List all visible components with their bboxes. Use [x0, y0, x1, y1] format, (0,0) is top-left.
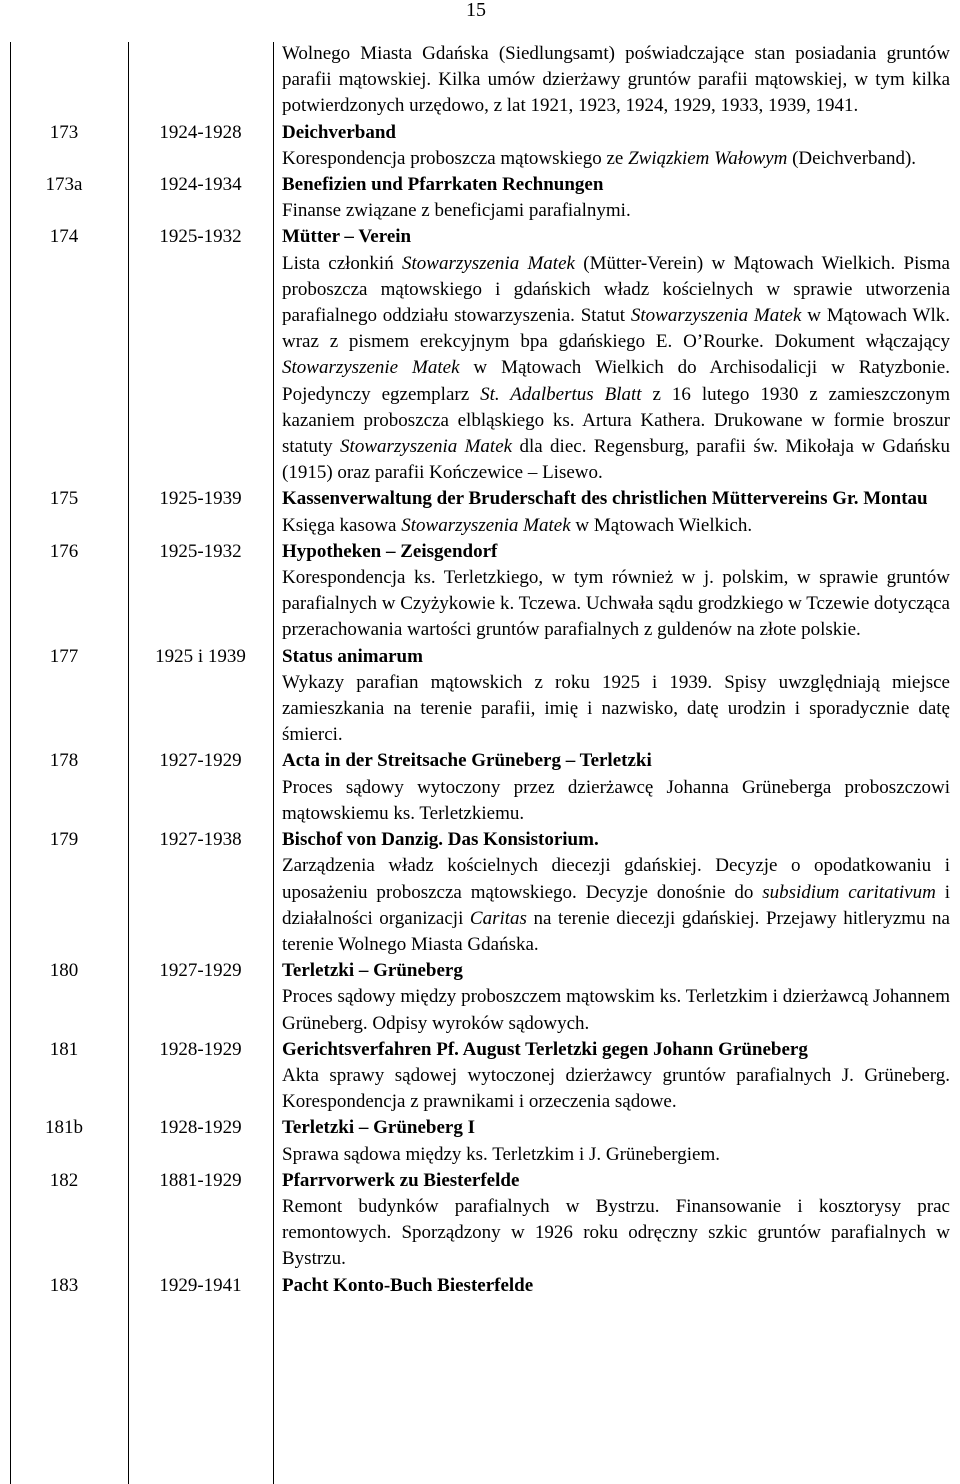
text-segment: Finanse związane z beneficjami parafialnymi.: [282, 200, 631, 222]
italic-text: Stowarzyszenia Matek: [340, 436, 513, 458]
table-row: [0, 644, 960, 749]
description-cell: [282, 644, 950, 749]
date-range-cell: 1927-1938: [159, 829, 242, 851]
text-segment: z 16 lutego 1930 z zamieszczonym kazaniem proboszcza elbląskiego ks. Artura Kathera. Drukowane w formie broszur statuty: [282, 383, 951, 458]
date-range-cell: 1881-1929: [159, 1169, 242, 1191]
record-title: Deichverband: [282, 121, 396, 143]
italic-text: Stowarzyszenia Matek: [402, 252, 575, 274]
table-row: [0, 827, 960, 958]
text-segment: (Deichverband).: [787, 147, 917, 169]
signature-cell: 174: [49, 226, 79, 248]
record-title: Terletzki – Grüneberg I: [282, 1117, 475, 1139]
date-range-cell: 1925-1932: [159, 540, 242, 562]
record-title: Pacht Konto-Buch Biesterfelde: [282, 1274, 534, 1296]
table-row: [0, 748, 960, 827]
table-row: [0, 120, 960, 172]
text-segment: Wolnego Miasta Gdańska (Siedlungsamt) poświadczające stan posiadania gruntów parafii mątowskiej. Kilka umów dzierżawy gruntów parafii mątowskiej, w tym kilka potwierdzonych urzędowo, z lat 1921, 1923, 1924, 1929, 1933, 1939, 1941.: [282, 43, 950, 117]
record-description: [282, 565, 950, 644]
record-description: [282, 251, 950, 487]
record-description: [282, 146, 950, 172]
date-range-cell: 1929-1941: [159, 1274, 242, 1296]
page-number: 15: [466, 0, 486, 21]
record-title: Gerichtsverfahren Pf. August Terletzki gegen Johann Grüneberg: [282, 1038, 808, 1060]
italic-text: St. Adalbertus Blatt: [480, 383, 642, 405]
text-segment: w Mątowach Wielkich.: [570, 514, 753, 536]
record-description: [282, 198, 950, 224]
signature-cell: 173: [49, 121, 79, 143]
italic-text: Stowarzyszenie Matek: [282, 357, 460, 379]
description-cell: [282, 224, 950, 486]
signature-cell: 177: [49, 645, 79, 667]
record-title: Terletzki – Grüneberg: [282, 960, 463, 982]
description-cell: [282, 120, 950, 172]
table-row: [0, 224, 960, 486]
signature-cell: 179: [49, 829, 79, 851]
italic-text: subsidium caritativum: [762, 881, 936, 903]
italic-text: Stowarzyszenia Matek: [401, 514, 571, 536]
record-description: [282, 1142, 950, 1168]
table-row: [0, 41, 960, 120]
table-row: [0, 172, 960, 224]
text-segment: Proces sądowy wytoczony przez dzierżawcę Johanna Grüneberga proboszczowi mątowskiemu ks. Terletzkiemu.: [282, 776, 950, 824]
record-description: [282, 1194, 950, 1273]
description-cell: [282, 486, 950, 538]
record-description: [282, 853, 950, 958]
description-cell: [282, 958, 950, 1037]
text-segment: i działalności organizacji: [282, 881, 950, 929]
date-range-cell: 1924-1934: [159, 174, 242, 196]
text-segment: Korespondencja proboszcza mątowskiego ze: [282, 147, 629, 169]
record-title: Pfarrvorwerk zu Biesterfelde: [282, 1169, 520, 1191]
date-range-cell: 1924-1928: [159, 121, 242, 143]
signature-cell: 183: [49, 1274, 79, 1296]
text-segment: Korespondencja ks. Terletzkiego, w tym również w j. polskim, w sprawie gruntów parafialnych w Czyżykowie k. Tczewa. Uchwała sądu grodzkiego w Tczewie dotycząca przerachowania wartości gruntów parafialnych z guldenów na złote polskie.: [282, 567, 950, 641]
description-cell: [282, 539, 950, 644]
date-range-cell: 1928-1929: [159, 1117, 242, 1139]
text-segment: Wykazy parafian mątowskich z roku 1925 i 1939. Spisy uwzględniają miejsce zamieszkania na terenie parafii, imię i nazwisko, datę urodzin i sporadycznie datę śmierci.: [282, 671, 950, 746]
description-cell: [282, 1168, 950, 1273]
record-title: Benefizien und Pfarrkaten Rechnungen: [282, 174, 604, 196]
table-row: [0, 539, 960, 644]
signature-cell: 178: [49, 750, 79, 772]
date-range-cell: 1925-1939: [159, 488, 242, 510]
description-cell: [282, 1115, 950, 1167]
text-segment: w Mątowach Wielkich do Archisodalicji w Ratyzbonie. Pojedynczy egzemplarz: [282, 357, 950, 405]
text-segment: na terenie diecezji gdańskiej. Przejawy hitleryzmu na terenie Wolnego Miasta Gdańska.: [282, 907, 950, 955]
table-row: [0, 1168, 960, 1273]
table-row: [0, 1273, 960, 1299]
text-segment: dla diec. Regensburg, parafii św. Mikołaja w Gdańsku (1915) oraz parafii Kończewice – Lisewo.: [282, 436, 950, 484]
text-segment: Księga kasowa: [282, 514, 402, 536]
text-segment: Remont budynków parafialnych w Bystrzu. Finansowanie i kosztorysy prac remontowych. Sporządzony w 1926 roku odręczny szkic gruntów parafialnych w Bystrzu.: [282, 1195, 950, 1270]
date-range-cell: 1925 i 1939: [155, 645, 246, 667]
record-description: [282, 41, 950, 120]
record-description: [282, 1063, 950, 1115]
record-description: [282, 513, 950, 539]
description-cell: [282, 748, 950, 827]
signature-cell: 181: [49, 1038, 79, 1060]
description-cell: [282, 1273, 950, 1299]
table-row: [0, 1115, 960, 1167]
record-title: Kassenverwaltung der Bruderschaft des christlichen Müttervereins Gr. Montau: [282, 488, 928, 510]
date-range-cell: 1925-1932: [159, 226, 242, 248]
text-segment: Lista członkiń: [282, 252, 403, 274]
date-range-cell: 1927-1929: [159, 750, 242, 772]
text-segment: Zarządzenia władz kościelnych diecezji gdańskiej. Decyzje o opodatkowaniu i uposażeniu proboszcza mątowskiego. Decyzje donośnie do: [282, 855, 950, 903]
description-cell: [282, 1037, 950, 1116]
description-cell: [282, 172, 950, 224]
record-title: Hypotheken – Zeisgendorf: [282, 540, 498, 562]
italic-text: Związkiem Wałowym: [628, 147, 788, 169]
record-title: Bischof von Danzig. Das Konsistorium.: [282, 829, 599, 851]
signature-cell: 175: [49, 488, 79, 510]
table-row: [0, 486, 960, 538]
text-segment: Sprawa sądowa między ks. Terletzkim i J. Grünebergiem.: [282, 1143, 721, 1165]
text-segment: Proces sądowy między proboszczem mątowskim ks. Terletzkim i dzierżawcą Johannem Grüneberg. Odpisy wyroków sądowych.: [282, 986, 950, 1034]
inventory-table: [0, 41, 960, 1299]
record-title: Status animarum: [282, 645, 423, 667]
signature-cell: 180: [49, 960, 79, 982]
signature-cell: 182: [49, 1169, 79, 1191]
record-title: Acta in der Streitsache Grüneberg – Terletzki: [282, 750, 652, 772]
description-cell: [282, 41, 950, 120]
description-cell: [282, 827, 950, 958]
record-description: [282, 775, 950, 827]
record-description: [282, 984, 950, 1036]
record-title: Mütter – Verein: [282, 226, 412, 248]
signature-cell: 176: [49, 540, 79, 562]
date-range-cell: 1927-1929: [159, 960, 242, 982]
italic-text: Caritas: [469, 907, 527, 929]
date-range-cell: 1928-1929: [159, 1038, 242, 1060]
italic-text: Stowarzyszenia Matek: [630, 305, 802, 327]
table-row: [0, 1037, 960, 1116]
record-description: [282, 670, 950, 749]
table-row: [0, 958, 960, 1037]
signature-cell: 173a: [45, 174, 83, 196]
text-segment: w Mątowach Wlk. wraz z pismem erekcyjnym bpa gdańskiego E. O’Rourke. Dokument włączający: [282, 305, 950, 353]
text-segment: (Mütter-Verein) w Mątowach Wielkich. Pisma proboszcza mątowskiego i gdańskich władz kościelnych w sprawie utworzenia parafialnego oddziału stowarzyszenia. Statut: [282, 252, 950, 327]
signature-cell: 181b: [45, 1117, 83, 1139]
text-segment: Akta sprawy sądowej wytoczonej dzierżawcy gruntów parafialnych J. Grüneberg. Korespondencja z prawnikami i orzeczenia sądowe.: [282, 1064, 950, 1113]
